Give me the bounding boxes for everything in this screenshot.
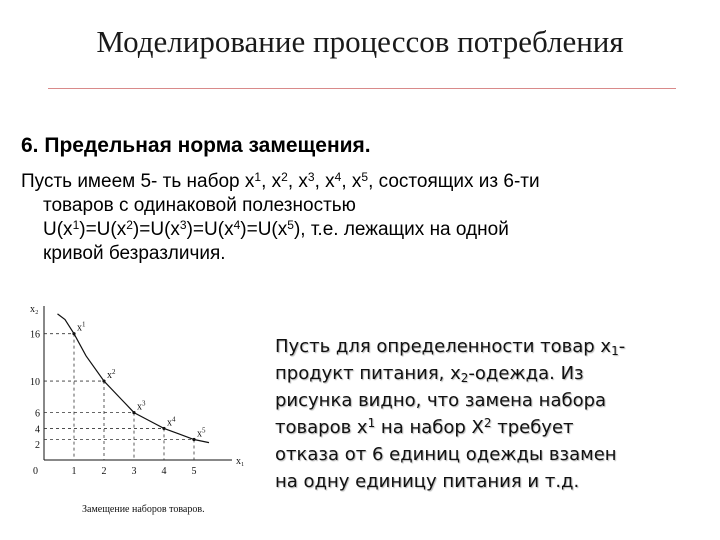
point-label-4: $x^4$ — [167, 415, 176, 429]
point-2 — [102, 379, 105, 382]
point-label-1: $x^1$ — [77, 320, 86, 334]
point-label-5: $x^5$ — [197, 426, 206, 440]
indifference-curve-chart — [22, 298, 260, 520]
x-tick-label-1: 1 — [71, 466, 77, 477]
y-tick-label-10: 10 — [30, 377, 40, 389]
point-1 — [72, 332, 75, 335]
section-heading: 6. Предельная норма замещения. — [21, 134, 371, 157]
point-label-2: $x^2$ — [107, 368, 116, 382]
x-tick-label-2: 2 — [101, 466, 107, 477]
point-4 — [162, 427, 165, 430]
slide-title: Моделирование процессов потребления — [96, 24, 624, 59]
explanation-line-1: Пусть для определенности товар $x_1-$ — [275, 336, 626, 358]
x-tick-label-3: 3 — [131, 466, 137, 477]
explanation-line-5: отказа от 6 единиц одежды взамен — [275, 444, 617, 465]
explanation-line-6: на одну единицу питания и т.д. — [275, 471, 580, 492]
explanation-line-4: товаров $x^1$ на набор $X^2$ требует — [275, 416, 574, 438]
explanation-line-3: рисунка видно, что замена набора — [275, 390, 607, 411]
y-tick-label-6: 6 — [35, 408, 40, 420]
explanation-paragraph — [275, 333, 715, 495]
intro-paragraph — [21, 170, 701, 266]
y-axis-label: x₂ — [30, 304, 39, 315]
y-tick-label-2: 2 — [35, 440, 40, 452]
chart-caption: Замещение наборов товаров. — [82, 504, 205, 515]
intro-line-1: Пусть имеем 5- ть набор $x^1$, $x^2$, $x^3$, $x^4$, $x^5$, состоящих из 6-ти — [21, 170, 540, 192]
intro-line-2: товаров с одинаковой полезностью — [43, 195, 356, 216]
intro-line-3: $U(x^1)=U(x^2)=U(x^3)=U(x^4)=U(x^5)$, т.е. лежащих на одной — [43, 218, 509, 240]
title-divider — [48, 88, 676, 89]
x-axis-label: x₁ — [236, 456, 245, 467]
intro-line-4: кривой безразличия. — [43, 243, 226, 264]
y-tick-label-4: 4 — [35, 424, 40, 436]
x-tick-label-5: 5 — [191, 466, 197, 477]
point-5 — [192, 438, 195, 441]
origin-label: 0 — [33, 466, 38, 477]
point-label-3: $x^3$ — [137, 399, 146, 413]
x-tick-label-4: 4 — [161, 466, 167, 477]
point-3 — [132, 411, 135, 414]
explanation-line-2: продукт питания, $x_2$-одежда. Из — [275, 363, 584, 385]
y-tick-label-16: 16 — [30, 329, 40, 341]
